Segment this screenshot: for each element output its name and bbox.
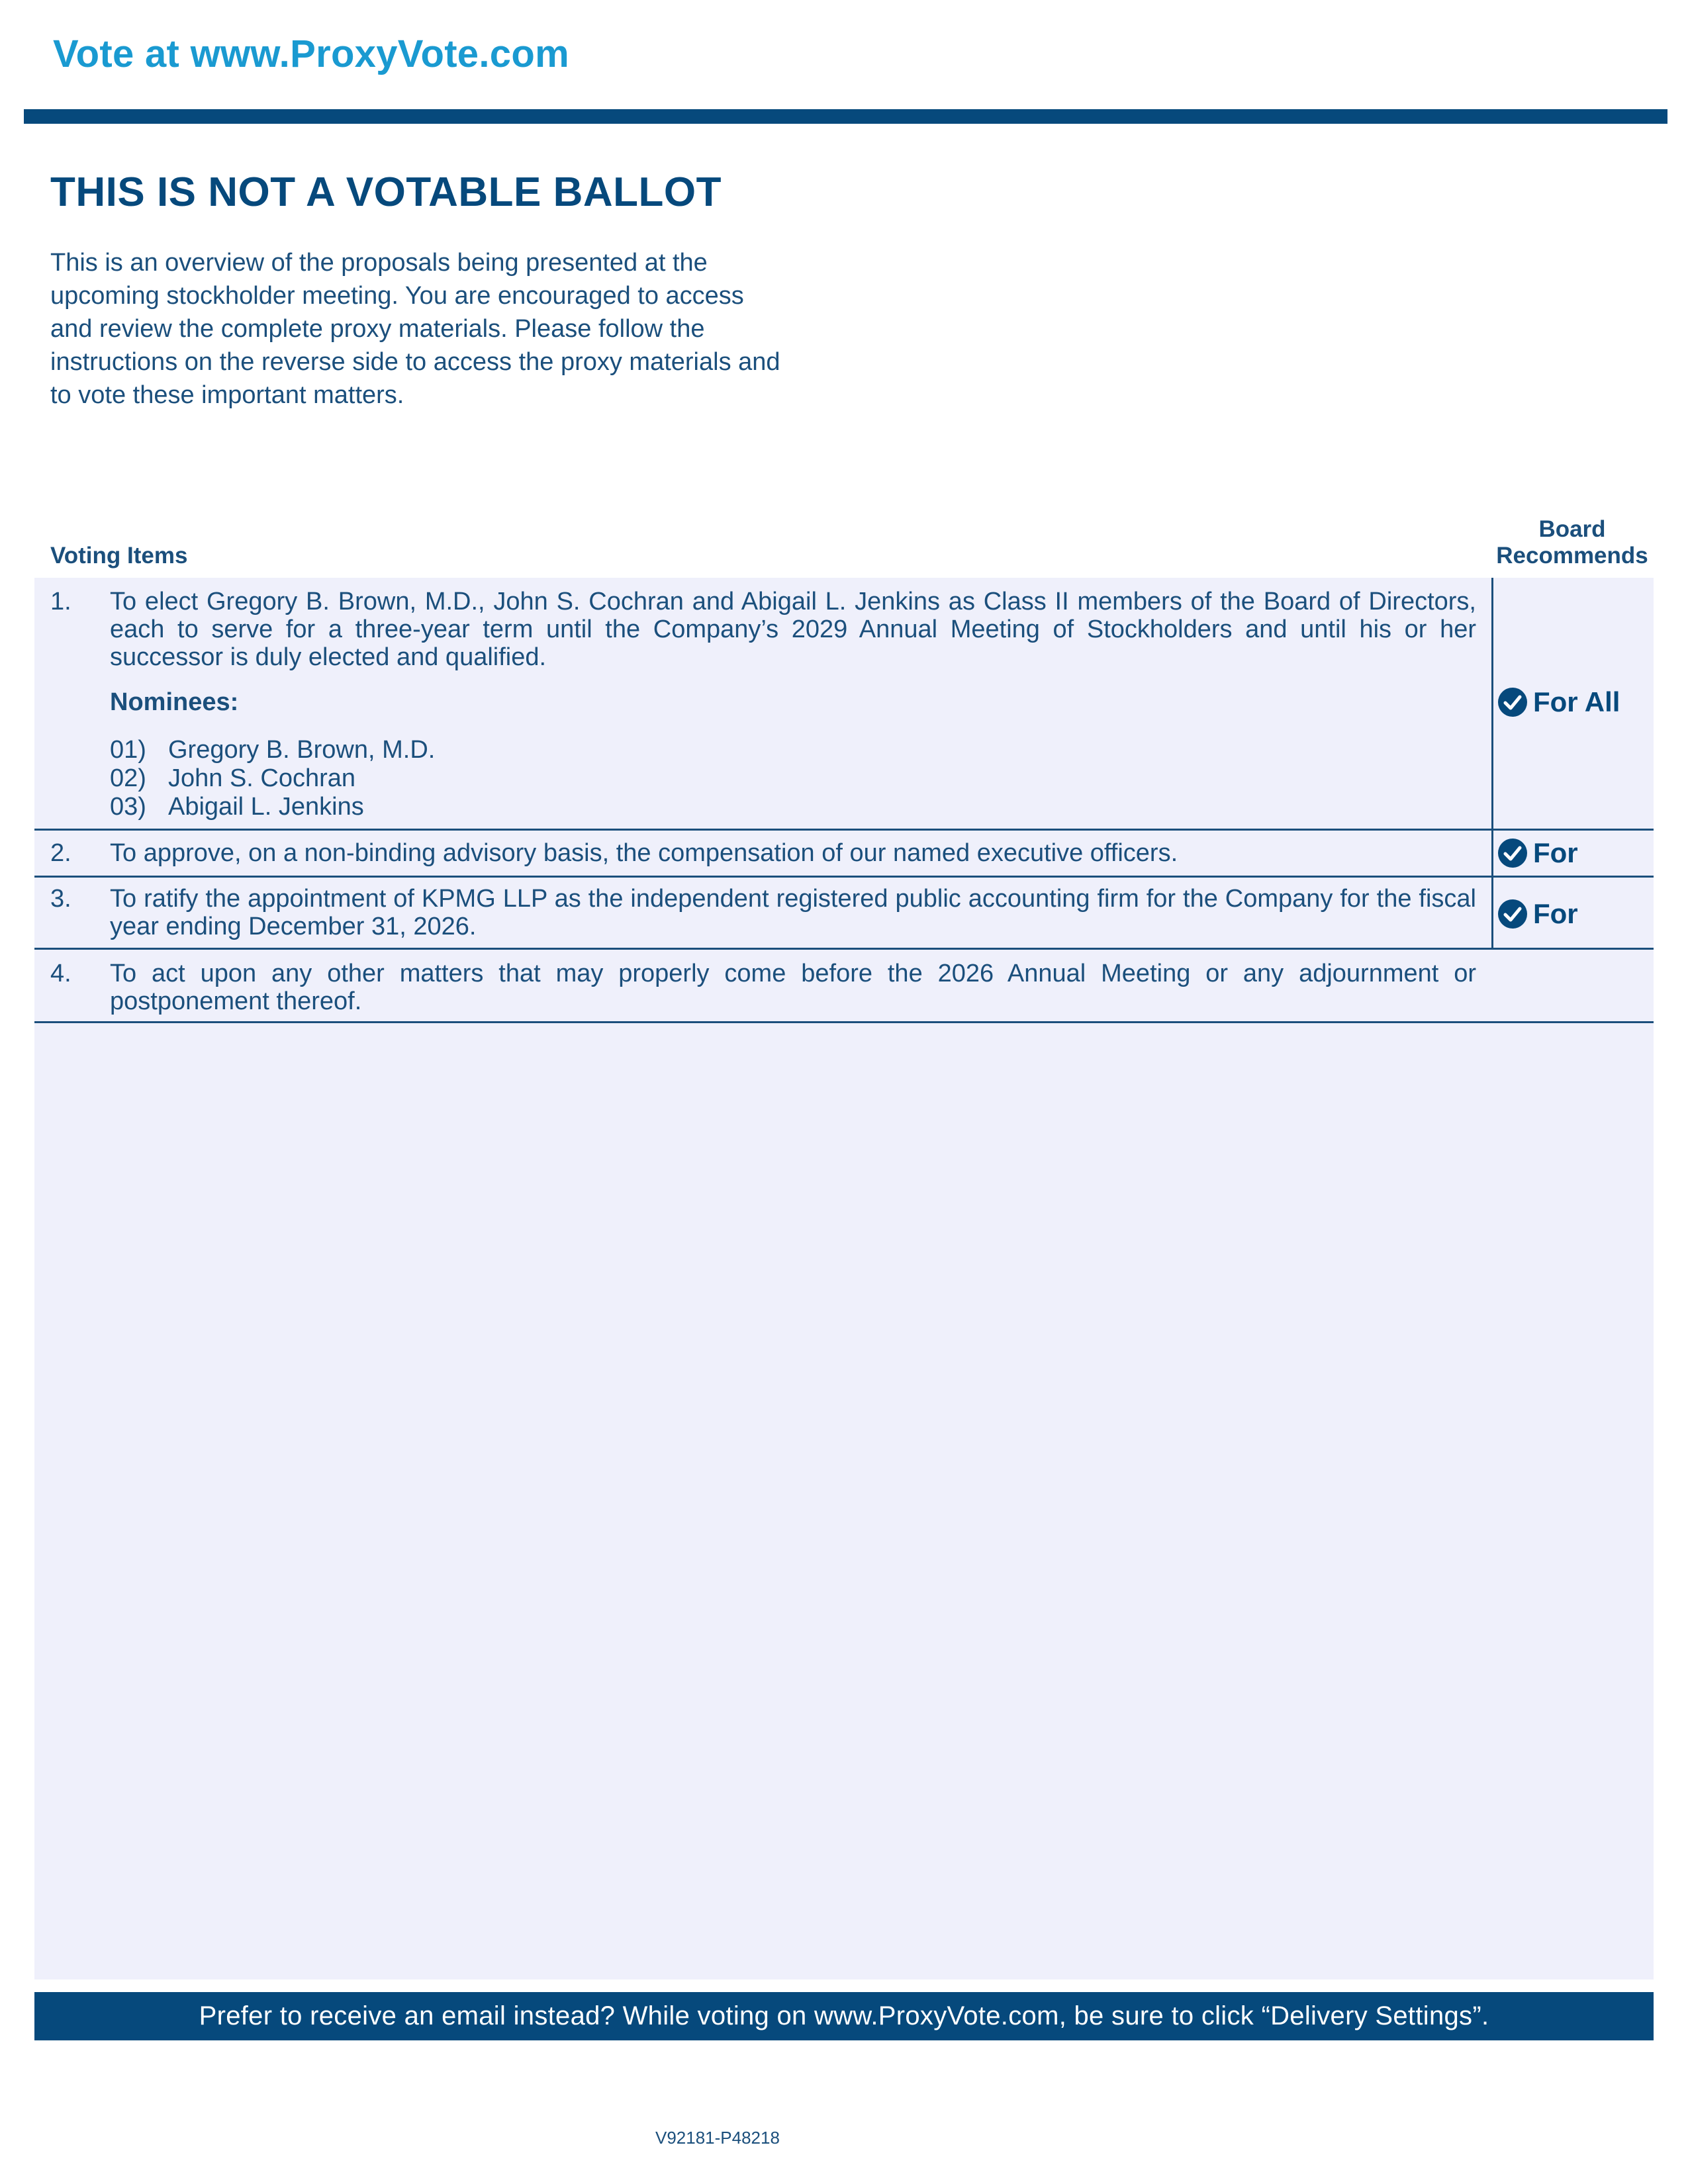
intro-paragraph: This is an overview of the proposals being presented at the upcoming stockholder meeting. You are encouraged to access and review the complete proxy materials. Please follow the instructions on the reverse side to access the proxy materials and to vote these important matters. <box>50 249 780 409</box>
check-circle-icon <box>1497 687 1528 717</box>
item-3-number: 3. <box>50 885 71 913</box>
item-2-text: To approve, on a non-binding advisory basis, the compensation of our named executive officers. <box>110 839 1178 867</box>
item-4-text: To act upon any other matters that may properly come before the 2026 Annual Meeting or any adjournment or postponement thereof. <box>110 960 1476 1015</box>
item-1-number: 1. <box>50 588 71 615</box>
row-divider <box>34 1021 1654 1023</box>
header-rule <box>24 109 1667 124</box>
item-1-text: To elect Gregory B. Brown, M.D., John S. Cochran and Abigail L. Jenkins as Class II members of the Board of Directors, each to serve for a three-year term until the Company’s 2029 Annual Meeting of Stockholders and until his or her successor is duly elected and qualified. <box>110 588 1476 671</box>
item-2-recommendation <box>1497 837 1578 869</box>
proxyvote-link[interactable]: Vote at www.ProxyVote.com <box>53 32 569 75</box>
delivery-settings-banner: Prefer to receive an email instead? While voting on www.ProxyVote.com, be sure to click “Delivery Settings”. <box>34 1992 1654 2040</box>
item-2-number: 2. <box>50 839 71 867</box>
recommendation-label: For <box>1533 837 1578 868</box>
nominee-name: Abigail L. Jenkins <box>168 793 364 821</box>
nominee-number: 03) <box>110 793 146 821</box>
item-3-recommendation <box>1497 898 1578 930</box>
check-circle-icon <box>1497 838 1528 868</box>
nominee-number: 02) <box>110 764 146 792</box>
nominee-item <box>110 764 355 792</box>
nominee-name: John S. Cochran <box>168 764 356 792</box>
recommendation-column-divider <box>1491 578 1493 948</box>
nominee-number: 01) <box>110 736 146 764</box>
page-title: THIS IS NOT A VOTABLE BALLOT <box>50 169 722 215</box>
nominee-item <box>110 736 435 764</box>
nominee-item <box>110 793 364 821</box>
recommendation-label: For <box>1533 898 1578 929</box>
nominee-name: Gregory B. Brown, M.D. <box>168 736 436 764</box>
item-3-text: To ratify the appointment of KPMG LLP as the independent registered public accounting firm for the Company for the fiscal year ending December 31, 2026. <box>110 885 1476 940</box>
row-divider <box>34 948 1654 950</box>
row-divider <box>34 829 1654 831</box>
voting-items-header: Voting Items <box>50 543 188 569</box>
row-divider <box>34 876 1654 878</box>
item-4-number: 4. <box>50 960 71 987</box>
item-1-recommendation <box>1497 686 1620 718</box>
nominees-label: Nominees: <box>110 688 239 716</box>
document-code: V92181-P48218 <box>655 2128 780 2148</box>
check-circle-icon <box>1497 899 1528 929</box>
recommendation-label: For All <box>1533 686 1620 717</box>
board-recommends-header: Board Recommends <box>1496 516 1648 569</box>
